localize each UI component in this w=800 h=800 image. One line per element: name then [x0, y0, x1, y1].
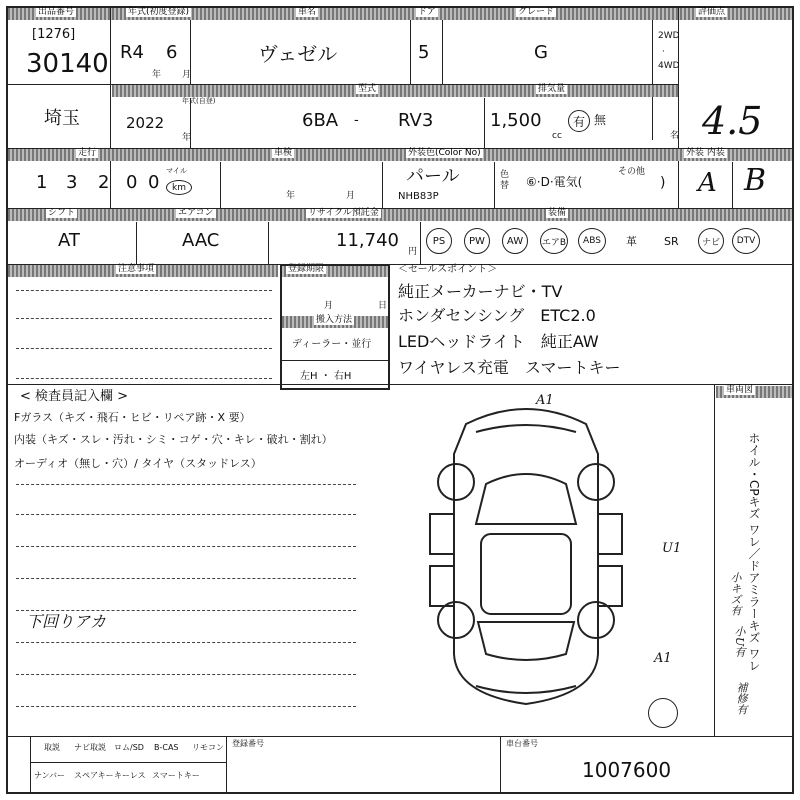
- year-sub-label: 年式(自登): [182, 97, 216, 105]
- car-mark-top: A1: [536, 393, 554, 408]
- color-change-label: 色替: [500, 170, 510, 191]
- turbo-yes-circle: 有: [568, 110, 590, 132]
- equip-dtv: DTV: [732, 228, 760, 254]
- divider: [382, 162, 383, 208]
- eval-score: 4.5: [702, 99, 763, 143]
- divider: [30, 762, 226, 763]
- lot-bracket: [1276]: [32, 27, 76, 42]
- divider: [484, 98, 485, 148]
- doors-header: ドア: [418, 7, 436, 17]
- hand-value: 左H ・ 右H: [300, 371, 352, 382]
- divider: [226, 736, 227, 794]
- lot-number: 30140: [26, 49, 109, 79]
- divider: [714, 384, 715, 736]
- mileage-digit: 0: [148, 172, 160, 193]
- note-line: [16, 378, 272, 379]
- diagram-header: 車両図: [726, 385, 754, 395]
- model-name: ヴェゼル: [258, 42, 338, 66]
- divider: [136, 222, 137, 264]
- row2-header-bar: [112, 85, 678, 97]
- side-note-hand-2: 小U有: [733, 626, 746, 658]
- model-code-header: 型式: [358, 84, 377, 94]
- color-other-label: その他: [618, 167, 646, 177]
- note-line: [16, 674, 356, 675]
- grade-header: グレード: [518, 7, 555, 17]
- year-char-2: 年: [182, 133, 192, 143]
- footer-label: ナンバー: [34, 771, 66, 780]
- regist-day: 日: [378, 301, 388, 311]
- note-line: [16, 578, 356, 579]
- car-mark-bottom-right: A1: [654, 651, 672, 666]
- model-prefix: 6BA: [302, 110, 339, 131]
- divider: [282, 360, 388, 361]
- cc-unit: cc: [552, 131, 562, 141]
- model-code: RV3: [398, 110, 434, 131]
- ac-header: エアコン: [178, 208, 214, 218]
- mileage-unit-km: km: [166, 180, 192, 195]
- note-line: [16, 642, 356, 643]
- note-line: [16, 348, 272, 349]
- shift-value: AT: [58, 230, 80, 251]
- drive-4wd: 4WD: [658, 61, 680, 71]
- month-char: 月: [182, 70, 192, 80]
- note-line: [16, 290, 272, 291]
- chassis-value: 1007600: [582, 758, 672, 782]
- row3-header-bar: [8, 149, 792, 161]
- divider: [8, 384, 792, 385]
- mileage-digit: 0: [126, 172, 138, 193]
- exterior-score: A: [698, 168, 717, 198]
- recycle-unit: 円: [408, 247, 418, 257]
- sales-point: 純正メーカーナビ・TV: [398, 282, 563, 301]
- mileage-digit: 2: [98, 172, 110, 193]
- year-header: 年式(初度登録): [128, 7, 190, 17]
- divider: [494, 162, 495, 208]
- eval-small-mark: 名: [670, 131, 680, 141]
- footer-label: スマートキー: [152, 771, 200, 780]
- year-western: 2022: [126, 114, 165, 132]
- divider: [442, 20, 443, 84]
- ac-value: AAC: [182, 230, 220, 251]
- footer-label: キーレス: [114, 771, 146, 780]
- inspection-header: 車検: [274, 148, 293, 158]
- divider: [420, 222, 421, 264]
- divider: [500, 736, 501, 794]
- divider: [410, 20, 411, 84]
- pickup-value: ディーラー・並行: [292, 339, 372, 350]
- doors-value: 5: [418, 42, 430, 63]
- row4-header-bar: [8, 209, 792, 221]
- chassis-label: 車台番号: [506, 739, 538, 748]
- note-line: [16, 706, 356, 707]
- model-sep: -: [354, 113, 359, 128]
- divider: [110, 8, 111, 208]
- grade-value: G: [534, 42, 548, 63]
- note-line: [16, 546, 356, 547]
- divider: [268, 222, 269, 264]
- year-char: 年: [152, 70, 162, 80]
- auction-sheet: [6, 6, 794, 794]
- equip-leather: 革: [626, 235, 637, 248]
- car-mark-right: U1: [662, 541, 682, 556]
- inspection-month-char: 月: [346, 191, 356, 201]
- mileage-header: 走行: [78, 148, 97, 158]
- mileage-digit: 1: [36, 172, 48, 193]
- car-diagram: [426, 394, 626, 714]
- lot-header: 出品番号: [38, 7, 75, 17]
- turbo-no: 無: [594, 113, 607, 127]
- pickup-label: 搬入方法: [316, 315, 353, 325]
- divider: [8, 736, 792, 737]
- reg-label: 登録番号: [232, 739, 264, 748]
- equip-airbag: エアB: [540, 228, 568, 254]
- equipment-header: 装備: [548, 208, 567, 218]
- interior-score: B: [744, 163, 767, 198]
- note-line: [16, 514, 356, 515]
- recycle-header: リサイクル預託金: [308, 208, 379, 218]
- color-options: ⑥·D·電気(: [526, 175, 583, 189]
- year-month: 6: [166, 42, 178, 63]
- color-code: NHB83P: [398, 191, 439, 202]
- inspector-title: < 検査員記入欄 >: [20, 389, 129, 404]
- regist-header: 登録期限: [288, 264, 325, 274]
- year-era: R4: [120, 42, 144, 63]
- note-line: [16, 610, 356, 611]
- equip-aw: AW: [502, 228, 528, 254]
- footer-label: 取説: [44, 743, 60, 752]
- exterior-interior-header: 外装 内装: [686, 148, 725, 158]
- marker-circle: [648, 698, 678, 728]
- drive-dot: ·: [662, 47, 665, 57]
- divider: [652, 20, 653, 140]
- side-note-hand-3: 補修有: [735, 682, 748, 715]
- footer-label: スペアキー: [74, 771, 114, 780]
- drive-2wd: 2WD: [658, 31, 680, 41]
- equip-pw: PW: [464, 228, 490, 254]
- recycle-amount: 11,740: [336, 230, 399, 251]
- footer-label: ナビ取説: [74, 743, 106, 752]
- footer-label: B-CAS: [154, 743, 179, 752]
- inspection-year-char: 年: [286, 191, 296, 201]
- footer-label: ロム/SD: [114, 743, 144, 752]
- cc-value: 1,500: [490, 110, 542, 131]
- mileage-unit-mile: マイル: [166, 167, 187, 175]
- equip-sunroof: SR: [664, 235, 679, 248]
- divider: [220, 162, 221, 208]
- note-line: [16, 318, 272, 319]
- note-line: [16, 484, 356, 485]
- sales-header: ＜セールスポイント＞: [398, 264, 498, 275]
- eval-header: 評価点: [698, 7, 726, 17]
- regist-month: 月: [324, 301, 334, 311]
- color-header: 外装色(Color No): [408, 148, 481, 158]
- region-value: 埼玉: [44, 108, 80, 129]
- inspector-line: Fガラス（キズ・飛石・ヒビ・リペア跡・X 要）: [14, 411, 251, 424]
- side-note-printed: ホイル・CPキズ ワレ／ドアミラーキズ ワレ: [747, 432, 761, 672]
- inspector-line: 内装（キズ・スレ・汚れ・シミ・コゲ・穴・キレ・破れ・割れ）: [14, 433, 333, 446]
- sales-point: LEDヘッドライト 純正AW: [398, 332, 599, 351]
- cc-header: 排気量: [538, 84, 566, 94]
- model-header: 車名: [298, 7, 317, 17]
- mileage-digit: 3: [66, 172, 78, 193]
- equip-navi: ナビ: [698, 228, 724, 254]
- divider: [732, 162, 733, 208]
- footer-label: リモコン: [192, 743, 224, 752]
- equip-abs: ABS: [578, 228, 606, 254]
- divider: [30, 736, 31, 794]
- equip-ps: PS: [426, 228, 452, 254]
- sales-point: ホンダセンシング ETC2.0: [398, 306, 596, 325]
- sales-point: ワイヤレス充電 スマートキー: [398, 358, 621, 377]
- inspector-line: オーディオ（無し・穴）/ タイヤ（スタッドレス）: [14, 457, 262, 470]
- shift-header: シフト: [48, 208, 76, 218]
- inspector-handwritten-note: 下回りアカ: [26, 612, 106, 631]
- color-close: ): [660, 175, 666, 191]
- side-note-hand-1: 小キズ有: [729, 572, 742, 616]
- color-name: パール: [406, 166, 460, 187]
- notes-header: 注意事項: [118, 264, 155, 274]
